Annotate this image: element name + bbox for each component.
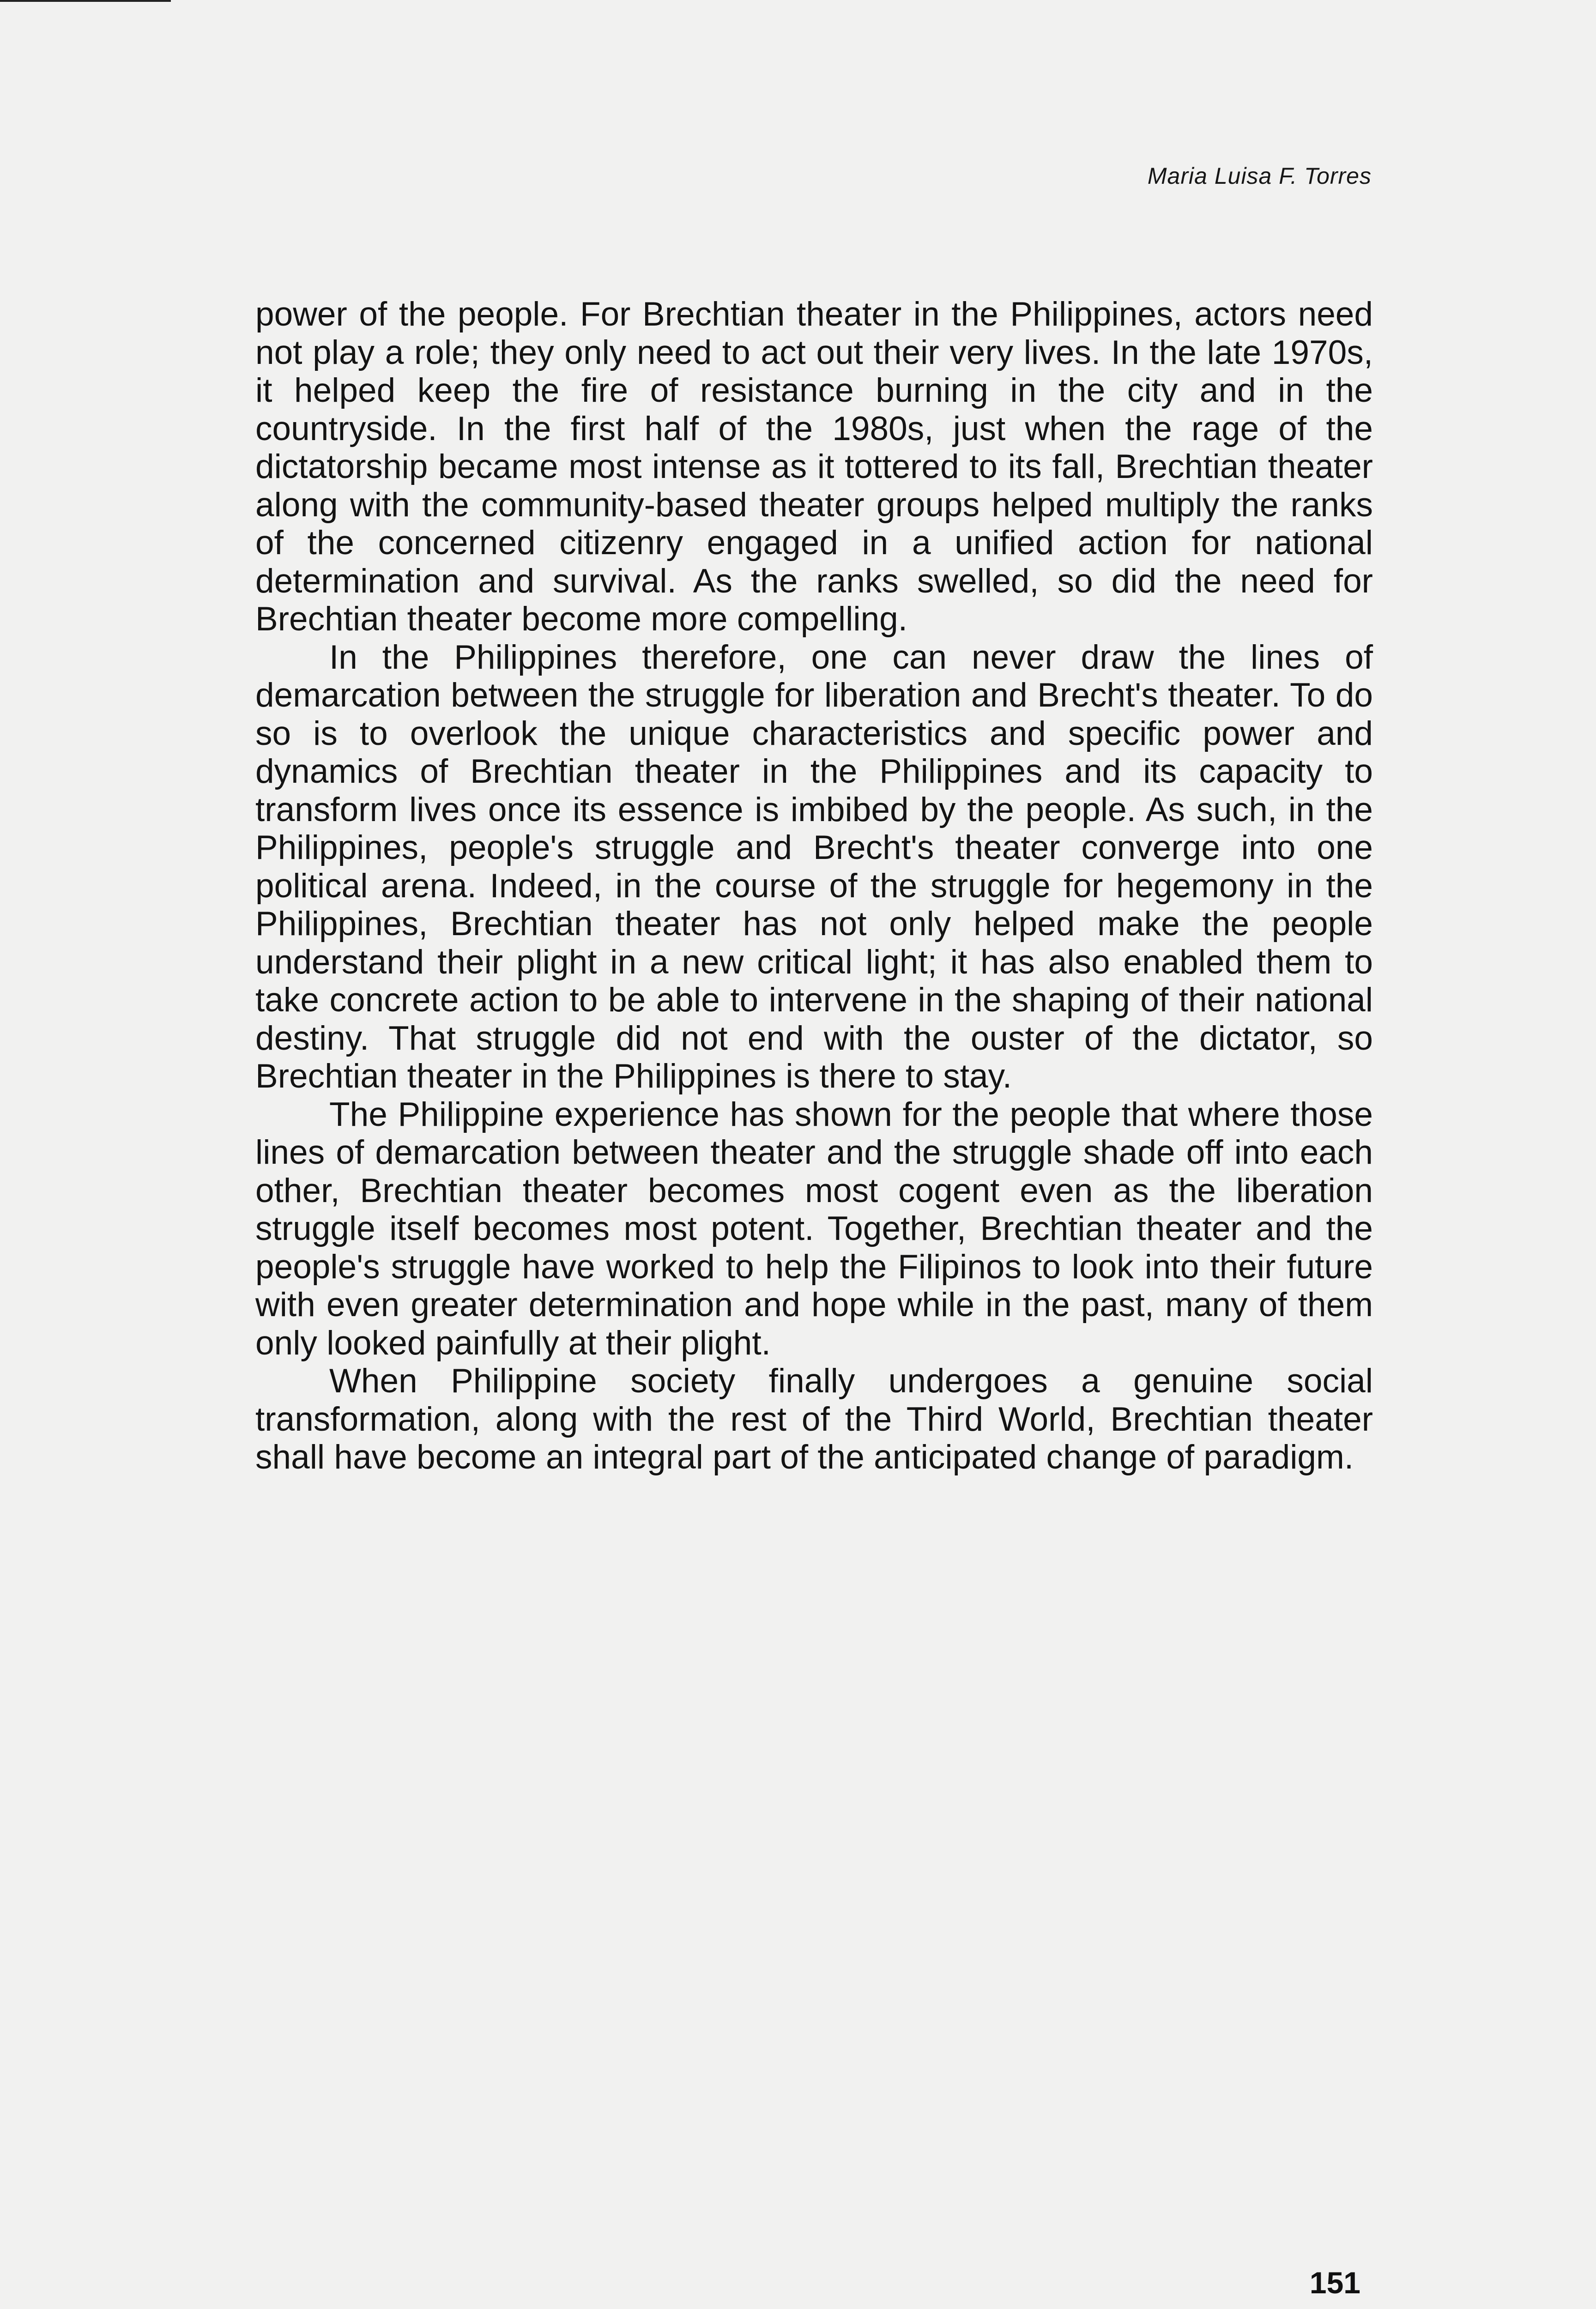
body-text [255, 296, 1373, 1477]
running-header-author: Maria Luisa F. Torres [1147, 163, 1372, 189]
paragraph: In the Philippines therefore, one can never draw the lines of demarcation between the struggle for liberation and Brecht's theater. To do so is to overlook the unique characteristics and specific power and dynamics of Brechtian theater in the Philippines and its capacity to transform lives once its essence is imbibed by the people. As such, in the Philippines, people's struggle and Brecht's theater converge into one political arena. Indeed, in the course of the struggle for hegemony in the Philippines, Brechtian theater has not only helped make the people understand their plight in a new critical light; it has also enabled them to take concrete action to be able to intervene in the shaping of their national destiny. That struggle did not end with the ouster of the dictator, so Brechtian theater in the Philippines is there to stay. [255, 638, 1373, 1095]
paragraph: The Philippine experience has shown for the people that where those lines of demarcation between theater and the struggle shade off into each other, Brechtian theater becomes most cogent even as the liberation struggle itself becomes most potent. Together, Brechtian theater and the people's struggle have worked to help the Filipinos to look into their future with even greater determination and hope while in the past, many of them only looked painfully at their plight. [255, 1095, 1373, 1362]
paragraph: When Philippine society finally undergoes a genuine social transformation, along with the rest of the Third World, Brechtian theater shall have become an integral part of the anticipated change of paradigm. [255, 1362, 1373, 1476]
page-number: 151 [1309, 2266, 1360, 2300]
corner-rule [0, 0, 171, 2]
paragraph: power of the people. For Brechtian theater in the Philippines, actors need not play a role; they only need to act out their very lives. In the late 1970s, it helped keep the fire of resistance burning in the city and in the countryside. In the first half of the 1980s, just when the rage of the dictatorship became most intense as it tottered to its fall, Brechtian theater along with the community-based theater groups helped multiply the ranks of the concerned citizenry engaged in a unified action for national determination and survival. As the ranks swelled, so did the need for Brechtian theater become more compelling. [255, 296, 1373, 638]
